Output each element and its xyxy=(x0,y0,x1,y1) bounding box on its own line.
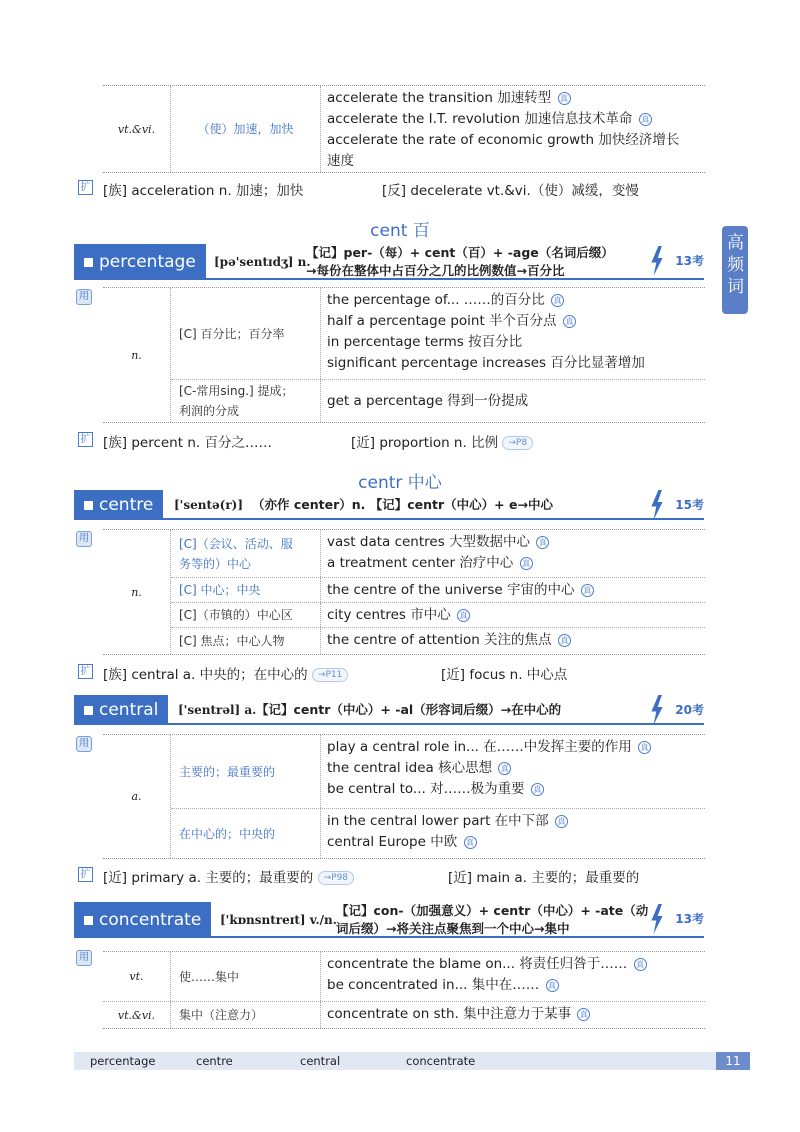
frequency-badge: 13考 xyxy=(675,254,704,268)
root-heading: cent 百 xyxy=(370,221,430,241)
lightning-icon xyxy=(650,246,664,276)
pos-label: vt.&vi. xyxy=(103,86,171,172)
memo-line: 词后缀）→将关注点聚焦到一个中心→集中 xyxy=(336,921,570,936)
extension-family: [族] percent n. 百分之…… xyxy=(103,435,272,451)
headword: concentrate xyxy=(74,902,211,938)
real-exam-icon: 真 xyxy=(498,762,511,775)
example: concentrate on sth. 集中注意力于某事 xyxy=(327,1006,572,1022)
page-number: 11 xyxy=(716,1052,750,1070)
entry-header-central xyxy=(74,695,704,725)
real-exam-icon: 真 xyxy=(558,92,571,105)
pos-label: vt. xyxy=(103,952,171,1001)
extension-family: [族] acceleration n. 加速；加快 xyxy=(103,183,304,199)
real-exam-icon: 真 xyxy=(464,836,477,849)
real-exam-icon: 真 xyxy=(563,315,576,328)
real-exam-icon: 真 xyxy=(577,1008,590,1021)
examples xyxy=(321,578,705,602)
extension-icon: 扩 xyxy=(78,867,93,882)
real-exam-icon: 真 xyxy=(457,609,470,622)
meaning: [C]（会议、活动、服 务等的）中心 xyxy=(171,530,321,577)
extension-synonym: [近] focus n. 中心点 xyxy=(441,667,568,683)
phonetic: ['sentrəl] a. xyxy=(178,703,257,717)
example: central Europe 中欧 xyxy=(327,834,458,850)
concentrate-table xyxy=(103,951,705,1029)
example: in percentage terms 按百分比 xyxy=(327,334,523,350)
extension-antonym: [反] decelerate vt.&vi.（使）减缓，变慢 xyxy=(382,183,639,199)
memo-line: 【记】con-（加强意义）+ centr（中心）+ -ate（动 xyxy=(336,903,649,918)
meaning: [C-常用sing.] 提成； 利润的分成 xyxy=(171,380,321,422)
example: a treatment center 治疗中心 xyxy=(327,555,514,571)
meaning: 在中心的；中央的 xyxy=(171,809,321,858)
page-reference[interactable]: →P98 xyxy=(318,871,354,885)
centre-table xyxy=(103,529,705,655)
real-exam-icon: 真 xyxy=(639,113,652,126)
extension-synonym: [近] primary a. 主要的；最重要的 →P98 xyxy=(103,866,354,886)
examples xyxy=(321,628,705,654)
real-exam-icon: 真 xyxy=(536,536,549,549)
memo-line: →每份在整体中占百分之几的比例数值→百分比 xyxy=(306,263,565,278)
real-exam-icon: 真 xyxy=(581,584,594,597)
example: the percentage of... ……的百分比 xyxy=(327,292,545,308)
headword: central xyxy=(74,695,168,725)
example: accelerate the I.T. revolution 加速信息技术革命 xyxy=(327,111,633,127)
extension-icon: 扩 xyxy=(78,180,93,195)
example: be central to... 对……极为重要 xyxy=(327,781,525,797)
phonetic: ['kɒnsntreɪt] v./n. xyxy=(220,913,337,927)
real-exam-icon: 真 xyxy=(634,958,647,971)
real-exam-icon: 真 xyxy=(558,634,571,647)
example: the central idea 核心思想 xyxy=(327,760,493,776)
page-reference[interactable]: →P8 xyxy=(502,436,533,450)
headword: centre xyxy=(74,490,163,520)
meaning: [C] 中心；中央 xyxy=(171,578,321,602)
examples xyxy=(321,1002,705,1028)
side-tab-label: 高频词 xyxy=(727,233,744,297)
example: accelerate the transition 加速转型 xyxy=(327,90,552,106)
table-row xyxy=(103,86,705,172)
page-footer xyxy=(74,1052,750,1070)
pos-label: n. xyxy=(103,288,171,422)
meaning: [C] 百分比；百分率 xyxy=(171,288,321,379)
memo-line: 【记】centr（中心）+ -al（形容词后缀）→在中心的 xyxy=(256,702,562,717)
footer-word: concentrate xyxy=(406,1054,476,1068)
entry-header-percentage xyxy=(74,244,704,280)
examples xyxy=(321,809,705,858)
example: 速度 xyxy=(327,153,354,169)
percentage-table xyxy=(103,287,705,423)
real-exam-icon: 真 xyxy=(531,783,544,796)
meaning: （使）加速，加快 xyxy=(171,86,321,172)
pos-label: n. xyxy=(103,530,171,654)
footer-word: central xyxy=(300,1054,341,1068)
meaning: 集中（注意力） xyxy=(171,1002,321,1028)
examples xyxy=(321,735,705,808)
lightning-icon xyxy=(650,490,664,520)
memo-line: 【记】per-（每）+ cent（百）+ -age（名词后缀） xyxy=(306,245,614,260)
real-exam-icon: 真 xyxy=(555,815,568,828)
page-reference[interactable]: →P11 xyxy=(312,668,348,682)
frequency-badge: 13考 xyxy=(675,912,704,926)
meaning: [C]（市镇的）中心区 xyxy=(171,603,321,627)
usage-icon: 用 xyxy=(76,531,92,547)
real-exam-icon: 真 xyxy=(520,557,533,570)
accelerate-table xyxy=(103,85,705,173)
entry-header-centre xyxy=(74,490,704,520)
usage-icon: 用 xyxy=(76,950,92,966)
frequency-badge: 15考 xyxy=(675,498,704,512)
examples xyxy=(321,288,705,379)
real-exam-icon: 真 xyxy=(638,741,651,754)
memo-line: （亦作 center）n. 【记】centr（中心）+ e→中心 xyxy=(252,497,553,512)
frequency-badge: 20考 xyxy=(675,703,704,717)
usage-icon: 用 xyxy=(76,289,92,305)
extension-synonym: [近] main a. 主要的；最重要的 xyxy=(448,870,640,886)
extension-family: [族] central a. 中央的；在中心的 →P11 xyxy=(103,663,348,683)
extension-synonym: [近] proportion n. 比例 →P8 xyxy=(351,431,533,451)
footer-word: percentage xyxy=(90,1054,156,1068)
meaning: [C] 焦点；中心人物 xyxy=(171,628,321,654)
lightning-icon xyxy=(650,904,664,934)
examples xyxy=(321,952,705,1001)
extension-icon: 扩 xyxy=(78,432,93,447)
central-table xyxy=(103,734,705,859)
real-exam-icon: 真 xyxy=(546,979,559,992)
lightning-icon xyxy=(650,695,664,725)
example: in the central lower part 在中下部 xyxy=(327,813,549,829)
example: concentrate the blame on... 将责任归咎于…… xyxy=(327,956,628,972)
usage-icon: 用 xyxy=(76,736,92,752)
phonetic: ['sentə(r)] xyxy=(174,498,243,512)
example: be concentrated in... 集中在…… xyxy=(327,977,540,993)
examples xyxy=(321,530,705,577)
meaning: 主要的；最重要的 xyxy=(171,735,321,808)
examples xyxy=(321,86,705,172)
example: significant percentage increases 百分比显著增加 xyxy=(327,355,645,371)
pos-label: a. xyxy=(103,735,171,858)
root-heading: centr 中心 xyxy=(358,473,442,493)
footer-word: centre xyxy=(196,1054,233,1068)
examples xyxy=(321,603,705,627)
example: play a central role in... 在……中发挥主要的作用 xyxy=(327,739,632,755)
example: get a percentage 得到一份提成 xyxy=(327,392,529,409)
example: half a percentage point 半个百分点 xyxy=(327,313,557,329)
example: accelerate the rate of economic growth 加快经济增长 xyxy=(327,132,680,148)
meaning: 使……集中 xyxy=(171,952,321,1001)
entry-header-concentrate xyxy=(74,902,704,938)
real-exam-icon: 真 xyxy=(551,294,564,307)
phonetic: [pə'sentɪdʒ] n. xyxy=(214,255,311,269)
example: vast data centres 大型数据中心 xyxy=(327,534,531,550)
example: the centre of attention 关注的焦点 xyxy=(327,632,552,648)
pos-label: vt.&vi. xyxy=(103,1002,171,1028)
headword: percentage xyxy=(74,244,206,280)
example: city centres 市中心 xyxy=(327,607,451,623)
example: the centre of the universe 宇宙的中心 xyxy=(327,582,575,598)
extension-icon: 扩 xyxy=(78,664,93,679)
